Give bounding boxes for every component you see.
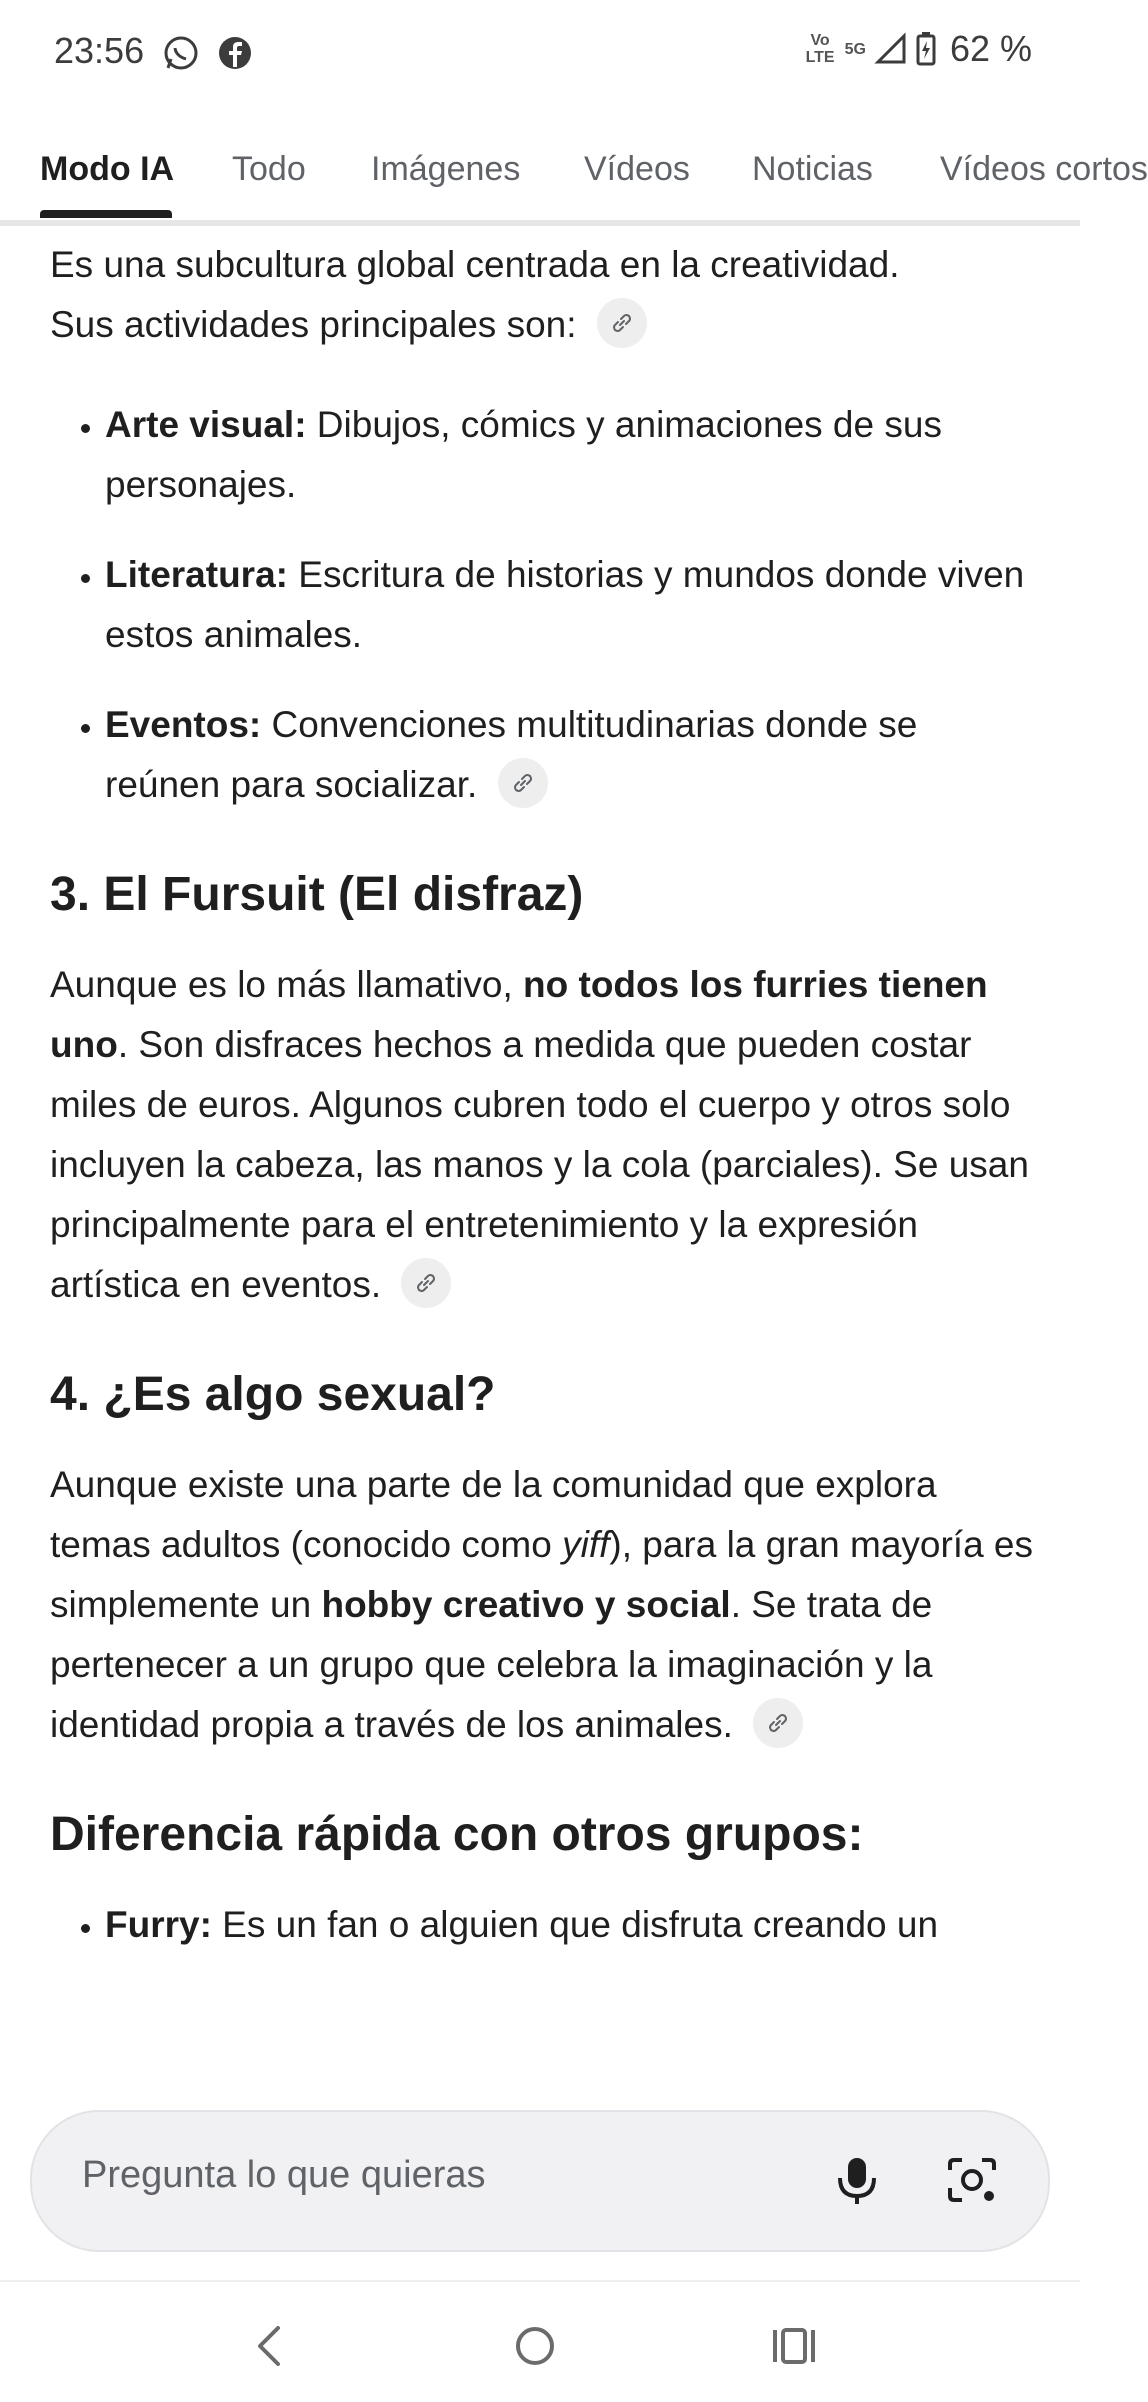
prompt-input[interactable] <box>30 2110 1050 2252</box>
intro-paragraph: Es una subcultura global centrada en la creatividad. Sus actividades principales son: <box>50 235 1040 355</box>
recents-icon[interactable] <box>765 2318 825 2374</box>
volte-indicator: Vo LTE <box>805 32 835 66</box>
back-icon[interactable] <box>240 2318 300 2374</box>
status-time: 23:56 <box>54 30 145 71</box>
tab-imagenes[interactable]: Imágenes <box>371 150 521 188</box>
tab-modo-ia[interactable]: Modo IA <box>40 150 175 188</box>
whatsapp-icon <box>162 34 200 72</box>
active-tab-indicator <box>40 210 172 218</box>
source-link-icon[interactable] <box>498 758 548 808</box>
prompt-placeholder: Pregunta lo que quieras <box>82 2154 486 2196</box>
section-heading-fursuit: 3. El Fursuit (El disfraz) <box>50 868 584 921</box>
tab-videos-cortos[interactable]: Vídeos cortos <box>940 150 1148 188</box>
list-item: • Arte visual: Dibujos, cómics y animaciones de sus personajes. <box>105 395 1040 515</box>
list-item: • Eventos: Convenciones multitudinarias donde se reúnen para socializar. <box>105 695 1040 815</box>
search-tabs <box>0 130 1148 226</box>
sexual-paragraph: Aunque existe una parte de la comunidad que explora temas adultos (conocido como yiff), para la gran mayoría es simplemente un hobby creativo y social. Se trata de pertenecer a un grupo que celebra la imaginación y la identidad propia a través de los animales. <box>50 1455 1040 1755</box>
tab-todo[interactable]: Todo <box>232 150 306 188</box>
signal-icon <box>876 34 906 64</box>
system-nav-bar <box>0 2280 1080 2402</box>
activities-list <box>50 395 1040 815</box>
status-right <box>806 28 1032 70</box>
ai-answer <box>50 230 1040 2080</box>
section-heading-differences: Diferencia rápida con otros grupos: <box>50 1808 864 1861</box>
network-5g-indicator: 5G <box>844 40 866 58</box>
source-link-icon[interactable] <box>753 1698 803 1748</box>
list-item: • Literatura: Escritura de historias y mundos donde viven estos animales. <box>105 545 1040 665</box>
differences-list <box>50 1895 1040 1955</box>
mic-icon[interactable] <box>827 2150 887 2210</box>
home-icon[interactable] <box>505 2318 565 2374</box>
battery-icon <box>916 32 936 66</box>
fursuit-paragraph: Aunque es lo más llamativo, no todos los furries tienen uno. Son disfraces hechos a medida que pueden costar miles de euros. Algunos cubren todo el cuerpo y otros solo incluyen la cabeza, las manos y la cola (parciales). Se usan principalmente para el entretenimiento y la expresión artística en eventos. <box>50 955 1040 1315</box>
list-item: • Furry: Es un fan o alguien que disfruta creando un <box>105 1895 1040 1955</box>
source-link-icon[interactable] <box>401 1258 451 1308</box>
tab-videos[interactable]: Vídeos <box>584 150 690 188</box>
battery-percent: 62 % <box>949 28 1032 69</box>
status-bar <box>0 0 1080 108</box>
section-heading-sexual: 4. ¿Es algo sexual? <box>50 1368 496 1421</box>
source-link-icon[interactable] <box>597 298 647 348</box>
camera-search-icon[interactable] <box>942 2150 1002 2210</box>
facebook-icon <box>216 34 254 72</box>
prompt-area <box>0 2080 1080 2280</box>
tab-noticias[interactable]: Noticias <box>752 150 873 188</box>
